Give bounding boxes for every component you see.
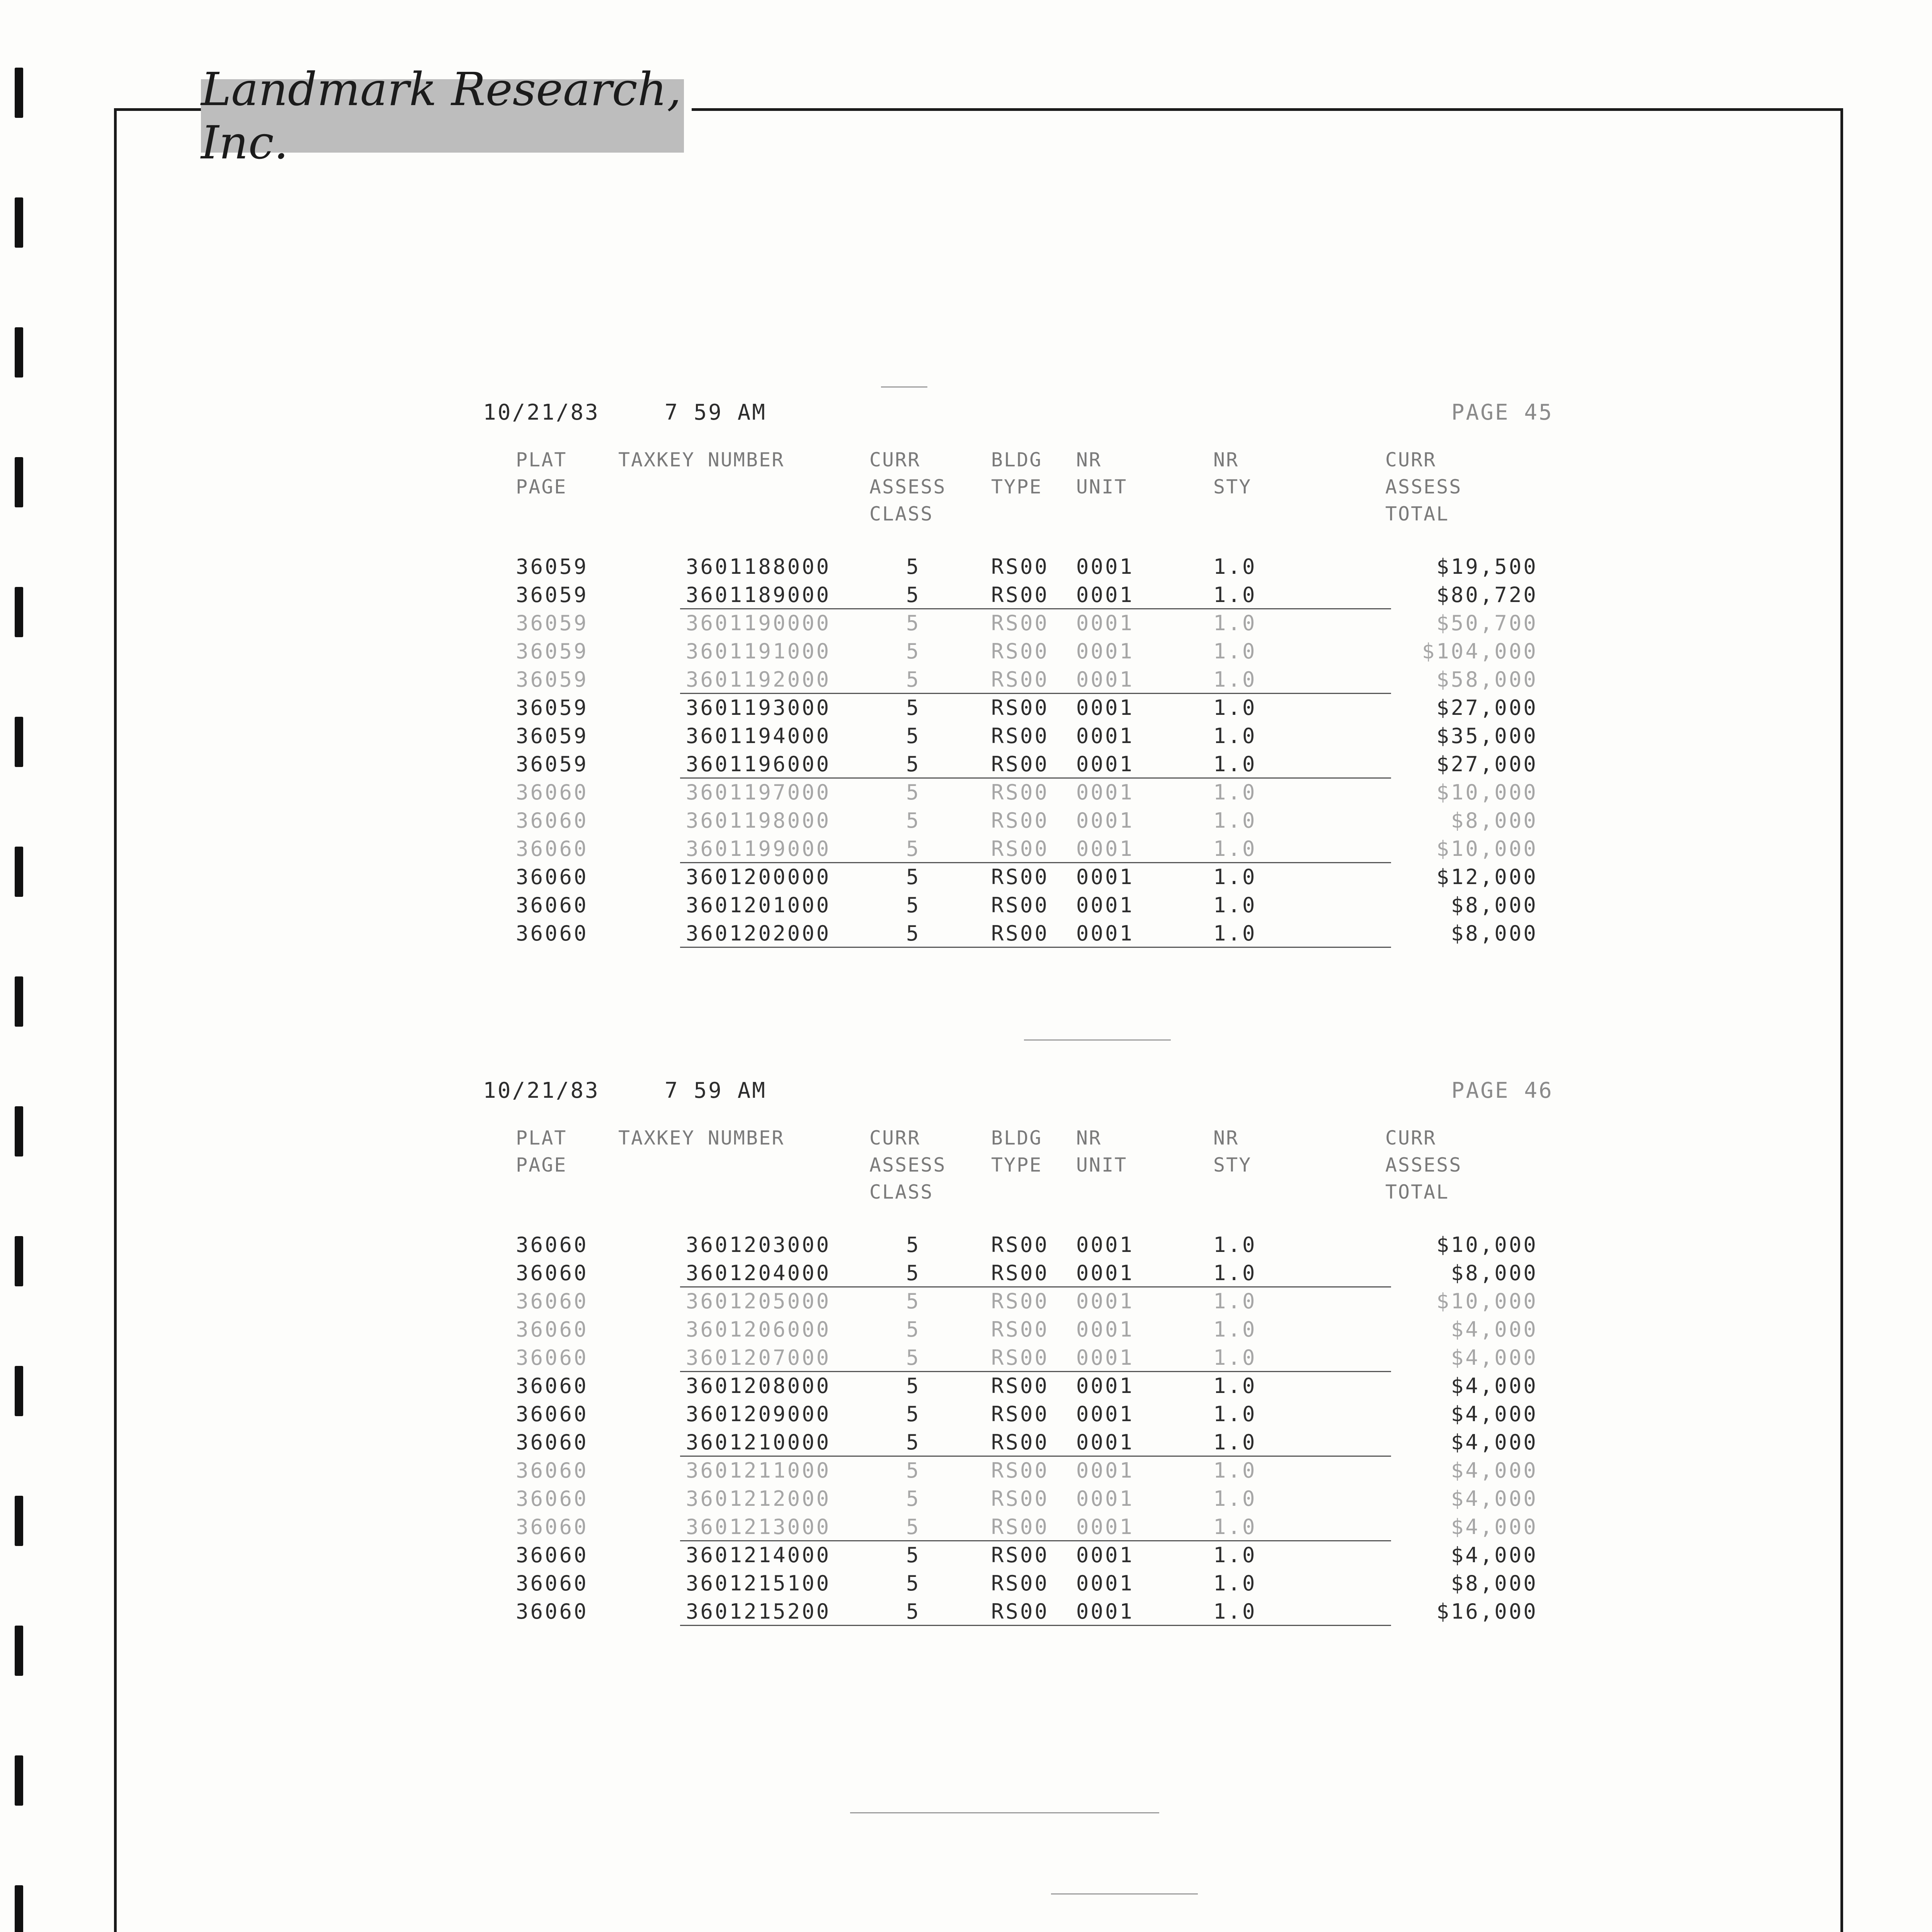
cell-taxkey-number: 3601201000 — [686, 893, 831, 917]
cell-nr-sty: 1.0 — [1213, 1233, 1257, 1257]
cell-nr-unit: 0001 — [1076, 611, 1134, 635]
cell-bldg-type: RS00 — [991, 1543, 1049, 1567]
cell-plat-page: 36060 — [516, 1515, 588, 1539]
cell-plat-page: 36060 — [516, 780, 588, 804]
cell-taxkey-number: 3601206000 — [686, 1317, 831, 1342]
cell-plat-page: 36060 — [516, 921, 588, 946]
cell-assess-class: 5 — [906, 1233, 921, 1257]
binder-hole — [15, 976, 23, 1027]
binder-hole — [15, 587, 23, 637]
cell-assess-total: $35,000 — [1436, 724, 1538, 748]
cell-taxkey-number: 3601194000 — [686, 724, 831, 748]
cell-bldg-type: RS00 — [991, 1345, 1049, 1370]
cell-assess-class: 5 — [906, 1402, 921, 1426]
table-row — [479, 808, 1553, 837]
cell-nr-unit: 0001 — [1076, 1261, 1134, 1285]
cell-nr-unit: 0001 — [1076, 554, 1134, 579]
cell-nr-sty: 1.0 — [1213, 1261, 1257, 1285]
cell-taxkey-number: 3601207000 — [686, 1345, 831, 1370]
cell-taxkey-number: 3601205000 — [686, 1289, 831, 1313]
cell-nr-sty: 1.0 — [1213, 1430, 1257, 1454]
cell-taxkey-number: 3601200000 — [686, 865, 831, 889]
cell-nr-unit: 0001 — [1076, 837, 1134, 861]
cell-bldg-type: RS00 — [991, 1486, 1049, 1511]
cell-plat-page: 36059 — [516, 583, 588, 607]
cell-bldg-type: RS00 — [991, 1317, 1049, 1342]
column-header-plat-page: PLAT PAGE — [516, 1127, 567, 1176]
column-header-taxkey-number: TAXKEY NUMBER — [618, 1127, 785, 1149]
cell-nr-sty: 1.0 — [1213, 1402, 1257, 1426]
cell-nr-unit: 0001 — [1076, 724, 1134, 748]
cell-bldg-type: RS00 — [991, 611, 1049, 635]
cell-nr-unit: 0001 — [1076, 696, 1134, 720]
binder-hole — [15, 1626, 23, 1676]
cell-bldg-type: RS00 — [991, 1402, 1049, 1426]
cell-assess-class: 5 — [906, 780, 921, 804]
cell-nr-sty: 1.0 — [1213, 554, 1257, 579]
cell-plat-page: 36060 — [516, 893, 588, 917]
cell-bldg-type: RS00 — [991, 1599, 1049, 1624]
cell-nr-sty: 1.0 — [1213, 639, 1257, 663]
cell-nr-unit: 0001 — [1076, 1345, 1134, 1370]
table-row — [479, 1599, 1553, 1628]
cell-bldg-type: RS00 — [991, 724, 1049, 748]
table-row — [479, 611, 1553, 639]
cell-bldg-type: RS00 — [991, 639, 1049, 663]
cell-assess-class: 5 — [906, 554, 921, 579]
cell-bldg-type: RS00 — [991, 667, 1049, 692]
cell-assess-total: $27,000 — [1436, 696, 1538, 720]
cell-assess-total: $104,000 — [1422, 639, 1538, 663]
cell-taxkey-number: 3601191000 — [686, 639, 831, 663]
cell-assess-total: $58,000 — [1436, 667, 1538, 692]
cell-bldg-type: RS00 — [991, 780, 1049, 804]
cell-nr-sty: 1.0 — [1213, 837, 1257, 861]
cell-assess-total: $8,000 — [1451, 808, 1538, 833]
table-row — [479, 1430, 1553, 1458]
cell-taxkey-number: 3601211000 — [686, 1458, 831, 1483]
cell-bldg-type: RS00 — [991, 752, 1049, 776]
cell-assess-total: $10,000 — [1436, 1233, 1538, 1257]
cell-assess-class: 5 — [906, 667, 921, 692]
cell-assess-class: 5 — [906, 1458, 921, 1483]
binder-hole — [15, 1366, 23, 1416]
cell-assess-class: 5 — [906, 1430, 921, 1454]
binder-hole — [15, 1236, 23, 1286]
report-page-label: PAGE 45 — [1451, 400, 1553, 425]
cell-assess-total: $4,000 — [1451, 1430, 1538, 1454]
cell-assess-class: 5 — [906, 865, 921, 889]
page-frame — [114, 108, 1843, 1932]
cell-nr-unit: 0001 — [1076, 1571, 1134, 1595]
cell-taxkey-number: 3601204000 — [686, 1261, 831, 1285]
cell-assess-total: $4,000 — [1451, 1374, 1538, 1398]
cell-taxkey-number: 3601189000 — [686, 583, 831, 607]
cell-assess-class: 5 — [906, 1599, 921, 1624]
cell-assess-class: 5 — [906, 808, 921, 833]
cell-assess-total: $8,000 — [1451, 1261, 1538, 1285]
cell-bldg-type: RS00 — [991, 1261, 1049, 1285]
cell-assess-total: $4,000 — [1451, 1543, 1538, 1567]
cell-bldg-type: RS00 — [991, 1374, 1049, 1398]
cell-nr-sty: 1.0 — [1213, 611, 1257, 635]
cell-bldg-type: RS00 — [991, 1233, 1049, 1257]
cell-nr-unit: 0001 — [1076, 752, 1134, 776]
cell-plat-page: 36060 — [516, 808, 588, 833]
cell-taxkey-number: 3601215100 — [686, 1571, 831, 1595]
table-row — [479, 1317, 1553, 1345]
cell-nr-unit: 0001 — [1076, 1543, 1134, 1567]
cell-assess-total: $4,000 — [1451, 1345, 1538, 1370]
cell-nr-unit: 0001 — [1076, 1317, 1134, 1342]
cell-bldg-type: RS00 — [991, 865, 1049, 889]
report-header — [479, 400, 1553, 431]
report-date: 10/21/83 — [483, 400, 600, 425]
table-row — [479, 837, 1553, 865]
company-logo: Landmark Research, Inc. — [201, 79, 684, 153]
cell-nr-sty: 1.0 — [1213, 583, 1257, 607]
cell-assess-class: 5 — [906, 1345, 921, 1370]
cell-taxkey-number: 3601198000 — [686, 808, 831, 833]
table-row — [479, 554, 1553, 583]
binder-hole — [15, 1755, 23, 1806]
column-header-plat-page: PLAT PAGE — [516, 449, 567, 498]
table-row — [479, 1486, 1553, 1515]
column-header-assess-class: CURR ASSESS CLASS — [869, 449, 946, 525]
table-row — [479, 583, 1553, 611]
cell-plat-page: 36059 — [516, 667, 588, 692]
cell-taxkey-number: 3601214000 — [686, 1543, 831, 1567]
binder-hole — [15, 847, 23, 897]
cell-assess-class: 5 — [906, 611, 921, 635]
cell-nr-unit: 0001 — [1076, 1430, 1134, 1454]
cell-assess-total: $10,000 — [1436, 1289, 1538, 1313]
cell-assess-total: $12,000 — [1436, 865, 1538, 889]
cell-taxkey-number: 3601213000 — [686, 1515, 831, 1539]
table-row — [479, 1515, 1553, 1543]
report-time: 7 59 AM — [665, 1078, 767, 1103]
cell-plat-page: 36060 — [516, 1430, 588, 1454]
report-section — [479, 400, 1553, 949]
cell-plat-page: 36059 — [516, 696, 588, 720]
cell-plat-page: 36060 — [516, 1317, 588, 1342]
cell-plat-page: 36060 — [516, 837, 588, 861]
cell-nr-unit: 0001 — [1076, 1289, 1134, 1313]
cell-nr-sty: 1.0 — [1213, 1486, 1257, 1511]
cell-nr-sty: 1.0 — [1213, 667, 1257, 692]
cell-taxkey-number: 3601192000 — [686, 667, 831, 692]
cell-nr-sty: 1.0 — [1213, 1345, 1257, 1370]
cell-plat-page: 36059 — [516, 724, 588, 748]
column-header-bldg-type: BLDG TYPE — [991, 449, 1043, 498]
cell-bldg-type: RS00 — [991, 1458, 1049, 1483]
cell-nr-sty: 1.0 — [1213, 696, 1257, 720]
cell-assess-class: 5 — [906, 1571, 921, 1595]
report-date: 10/21/83 — [483, 1078, 600, 1103]
cell-bldg-type: RS00 — [991, 837, 1049, 861]
column-header-nr-unit: NR UNIT — [1076, 1127, 1128, 1176]
column-headers — [479, 1109, 1553, 1225]
table-row — [479, 696, 1553, 724]
cell-nr-unit: 0001 — [1076, 921, 1134, 946]
table-row — [479, 1233, 1553, 1261]
cell-assess-total: $19,500 — [1436, 554, 1538, 579]
cell-nr-sty: 1.0 — [1213, 752, 1257, 776]
column-header-taxkey-number: TAXKEY NUMBER — [618, 449, 785, 471]
cell-plat-page: 36060 — [516, 1345, 588, 1370]
cell-nr-sty: 1.0 — [1213, 1599, 1257, 1624]
table-row — [479, 1543, 1553, 1571]
cell-nr-unit: 0001 — [1076, 865, 1134, 889]
binder-tabs — [0, 0, 23, 1932]
cell-plat-page: 36060 — [516, 1599, 588, 1624]
cell-assess-total: $80,720 — [1436, 583, 1538, 607]
cell-taxkey-number: 3601208000 — [686, 1374, 831, 1398]
cell-bldg-type: RS00 — [991, 1430, 1049, 1454]
cell-plat-page: 36059 — [516, 554, 588, 579]
binder-hole — [15, 1496, 23, 1546]
cell-bldg-type: RS00 — [991, 921, 1049, 946]
cell-assess-class: 5 — [906, 1317, 921, 1342]
cell-nr-sty: 1.0 — [1213, 1289, 1257, 1313]
cell-taxkey-number: 3601212000 — [686, 1486, 831, 1511]
cell-assess-total: $8,000 — [1451, 921, 1538, 946]
cell-bldg-type: RS00 — [991, 1571, 1049, 1595]
cell-assess-total: $8,000 — [1451, 1571, 1538, 1595]
cell-assess-class: 5 — [906, 1261, 921, 1285]
cell-nr-unit: 0001 — [1076, 1374, 1134, 1398]
cell-nr-unit: 0001 — [1076, 1486, 1134, 1511]
cell-bldg-type: RS00 — [991, 1515, 1049, 1539]
cell-plat-page: 36059 — [516, 752, 588, 776]
cell-nr-sty: 1.0 — [1213, 1571, 1257, 1595]
cell-taxkey-number: 3601209000 — [686, 1402, 831, 1426]
cell-assess-class: 5 — [906, 921, 921, 946]
column-header-nr-sty: NR STY — [1213, 449, 1252, 498]
cell-taxkey-number: 3601190000 — [686, 611, 831, 635]
cell-assess-class: 5 — [906, 1374, 921, 1398]
cell-taxkey-number: 3601210000 — [686, 1430, 831, 1454]
cell-taxkey-number: 3601215200 — [686, 1599, 831, 1624]
cell-assess-total: $16,000 — [1436, 1599, 1538, 1624]
cell-taxkey-number: 3601188000 — [686, 554, 831, 579]
cell-plat-page: 36059 — [516, 611, 588, 635]
cell-plat-page: 36060 — [516, 1571, 588, 1595]
cell-assess-class: 5 — [906, 1486, 921, 1511]
table-body — [479, 1233, 1553, 1628]
cell-assess-class: 5 — [906, 893, 921, 917]
cell-assess-total: $27,000 — [1436, 752, 1538, 776]
table-body — [479, 554, 1553, 949]
cell-bldg-type: RS00 — [991, 808, 1049, 833]
cell-nr-sty: 1.0 — [1213, 808, 1257, 833]
report-section — [479, 1078, 1553, 1628]
cell-taxkey-number: 3601199000 — [686, 837, 831, 861]
cell-assess-total: $8,000 — [1451, 893, 1538, 917]
table-row — [479, 1402, 1553, 1430]
column-header-bldg-type: BLDG TYPE — [991, 1127, 1043, 1176]
table-row — [479, 667, 1553, 696]
cell-nr-sty: 1.0 — [1213, 921, 1257, 946]
cell-bldg-type: RS00 — [991, 893, 1049, 917]
cell-nr-unit: 0001 — [1076, 893, 1134, 917]
cell-bldg-type: RS00 — [991, 696, 1049, 720]
report-header — [479, 1078, 1553, 1109]
cell-assess-class: 5 — [906, 639, 921, 663]
binder-hole — [15, 457, 23, 507]
cell-nr-sty: 1.0 — [1213, 865, 1257, 889]
cell-assess-class: 5 — [906, 1289, 921, 1313]
cell-taxkey-number: 3601203000 — [686, 1233, 831, 1257]
cell-nr-sty: 1.0 — [1213, 893, 1257, 917]
cell-nr-unit: 0001 — [1076, 1402, 1134, 1426]
cell-nr-sty: 1.0 — [1213, 1543, 1257, 1567]
cell-assess-class: 5 — [906, 696, 921, 720]
column-header-nr-sty: NR STY — [1213, 1127, 1252, 1176]
table-row — [479, 893, 1553, 921]
column-header-assess-total: CURR ASSESS TOTAL — [1385, 449, 1462, 525]
table-row — [479, 780, 1553, 808]
cell-plat-page: 36060 — [516, 1374, 588, 1398]
cell-nr-unit: 0001 — [1076, 1233, 1134, 1257]
cell-plat-page: 36060 — [516, 1233, 588, 1257]
cell-plat-page: 36060 — [516, 1543, 588, 1567]
cell-bldg-type: RS00 — [991, 583, 1049, 607]
binder-hole — [15, 327, 23, 378]
cell-assess-total: $4,000 — [1451, 1402, 1538, 1426]
cell-nr-unit: 0001 — [1076, 639, 1134, 663]
cell-plat-page: 36060 — [516, 1458, 588, 1483]
table-row — [479, 1571, 1553, 1599]
binder-hole — [15, 1885, 23, 1932]
cell-bldg-type: RS00 — [991, 1289, 1049, 1313]
table-row — [479, 1458, 1553, 1486]
binder-hole — [15, 197, 23, 248]
table-row — [479, 1374, 1553, 1402]
cell-nr-sty: 1.0 — [1213, 724, 1257, 748]
table-row — [479, 921, 1553, 949]
cell-nr-unit: 0001 — [1076, 1515, 1134, 1539]
cell-bldg-type: RS00 — [991, 554, 1049, 579]
cell-assess-class: 5 — [906, 724, 921, 748]
cell-assess-total: $10,000 — [1436, 780, 1538, 804]
binder-hole — [15, 68, 23, 118]
cell-nr-sty: 1.0 — [1213, 1458, 1257, 1483]
cell-plat-page: 36060 — [516, 1402, 588, 1426]
cell-nr-unit: 0001 — [1076, 583, 1134, 607]
cell-plat-page: 36060 — [516, 1289, 588, 1313]
cell-nr-sty: 1.0 — [1213, 1374, 1257, 1398]
cell-assess-class: 5 — [906, 1515, 921, 1539]
table-row — [479, 1289, 1553, 1317]
table-row — [479, 639, 1553, 667]
scan-mark — [850, 1812, 1159, 1813]
cell-nr-unit: 0001 — [1076, 667, 1134, 692]
report-page-label: PAGE 46 — [1451, 1078, 1553, 1103]
cell-taxkey-number: 3601202000 — [686, 921, 831, 946]
table-row — [479, 865, 1553, 893]
binder-hole — [15, 1106, 23, 1156]
cell-taxkey-number: 3601193000 — [686, 696, 831, 720]
cell-nr-unit: 0001 — [1076, 780, 1134, 804]
cell-assess-total: $50,700 — [1436, 611, 1538, 635]
cell-plat-page: 36060 — [516, 1486, 588, 1511]
cell-nr-unit: 0001 — [1076, 808, 1134, 833]
table-row — [479, 752, 1553, 780]
cell-plat-page: 36060 — [516, 865, 588, 889]
cell-assess-total: $10,000 — [1436, 837, 1538, 861]
cell-taxkey-number: 3601196000 — [686, 752, 831, 776]
scan-mark — [881, 386, 927, 388]
cell-assess-class: 5 — [906, 1543, 921, 1567]
cell-plat-page: 36059 — [516, 639, 588, 663]
table-row — [479, 724, 1553, 752]
report-time: 7 59 AM — [665, 400, 767, 425]
frame-top-rule-right — [692, 108, 1843, 111]
scan-mark — [1051, 1893, 1198, 1895]
cell-taxkey-number: 3601197000 — [686, 780, 831, 804]
frame-top-rule-left — [114, 108, 203, 111]
table-row — [479, 1261, 1553, 1289]
cell-plat-page: 36060 — [516, 1261, 588, 1285]
cell-assess-total: $4,000 — [1451, 1317, 1538, 1342]
binder-hole — [15, 717, 23, 767]
column-header-assess-class: CURR ASSESS CLASS — [869, 1127, 946, 1203]
cell-assess-total: $4,000 — [1451, 1458, 1538, 1483]
table-row — [479, 1345, 1553, 1374]
cell-nr-unit: 0001 — [1076, 1599, 1134, 1624]
column-headers — [479, 431, 1553, 547]
column-header-nr-unit: NR UNIT — [1076, 449, 1128, 498]
column-header-assess-total: CURR ASSESS TOTAL — [1385, 1127, 1462, 1203]
cell-assess-class: 5 — [906, 752, 921, 776]
cell-nr-unit: 0001 — [1076, 1458, 1134, 1483]
cell-nr-sty: 1.0 — [1213, 780, 1257, 804]
scan-mark — [1024, 1039, 1171, 1041]
cell-assess-total: $4,000 — [1451, 1515, 1538, 1539]
cell-nr-sty: 1.0 — [1213, 1515, 1257, 1539]
cell-assess-class: 5 — [906, 837, 921, 861]
cell-assess-total: $4,000 — [1451, 1486, 1538, 1511]
cell-assess-class: 5 — [906, 583, 921, 607]
cell-nr-sty: 1.0 — [1213, 1317, 1257, 1342]
